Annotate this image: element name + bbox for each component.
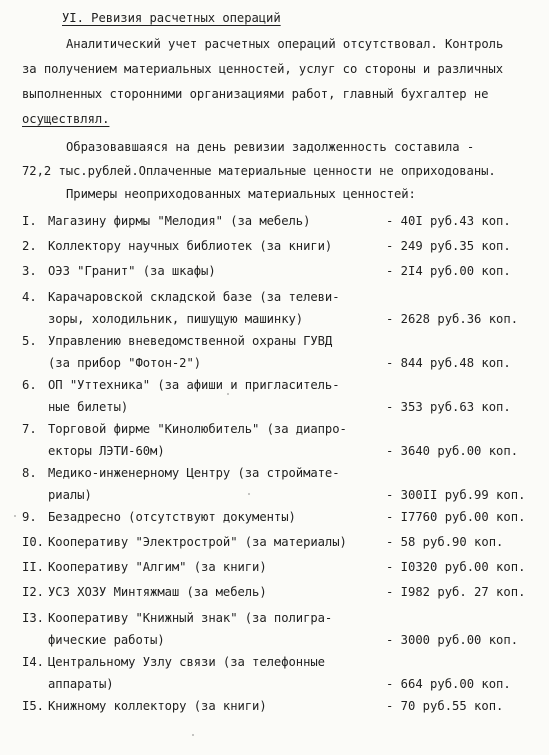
item-amount: - 70 руб.55 коп. [386, 699, 504, 713]
paper-speck [192, 734, 194, 736]
item-description-line: (за прибор "Фотон-2") [48, 356, 202, 370]
paragraph-2-line-2: 72,2 тыс.рублей.Оплаченные материальные ценности не оприходованы. [22, 164, 496, 178]
item-amount: - 3640 руб.00 коп. [386, 444, 519, 458]
paragraph-1-line-4: осуществлял. [22, 112, 110, 126]
paragraph-2-line-1: Образовавшаяся на день ревизии задолженность составила - [66, 140, 475, 154]
item-description-line: Книжному коллектору (за книги) [48, 699, 267, 713]
item-description-line: Кооперативу "Алгим" (за книги) [48, 560, 267, 574]
item-description-line: ные билеты) [48, 400, 129, 414]
item-description-line: Коллектору научных библиотек (за книги) [48, 239, 333, 253]
item-number: I. [22, 214, 37, 228]
item-description-line: екторы ЛЭТИ-60м) [48, 444, 165, 458]
item-description-line: Медико-инженерному Центру (за строймате- [48, 466, 340, 480]
item-amount: - I0320 руб.00 коп. [386, 560, 526, 574]
item-description-line: Управлению вневедомственной охраны ГУВД [48, 334, 333, 348]
item-amount: - I982 руб. 27 коп. [386, 585, 526, 599]
item-amount: - 844 руб.48 коп. [386, 356, 511, 370]
paper-speck [227, 393, 229, 395]
item-number: 4. [22, 290, 37, 304]
paragraph-1-line-3: выполненных сторонними организациями работ, главный бухгалтер не [22, 87, 489, 101]
item-number: 5. [22, 334, 37, 348]
item-number: I5. [22, 699, 45, 713]
paragraph-1-line-1: Аналитический учет расчетных операций отсутствовал. Контроль [66, 37, 504, 51]
item-amount: - 2628 руб.36 коп. [386, 312, 519, 326]
item-description-line: аппараты) [48, 677, 114, 691]
item-number: 7. [22, 422, 37, 436]
item-number: I0. [22, 535, 45, 549]
item-number: 9. [22, 510, 37, 524]
item-number: II. [22, 560, 45, 574]
item-number: 3. [22, 264, 37, 278]
item-amount: - I7760 руб.00 коп. [386, 510, 526, 524]
item-number: 6. [22, 378, 37, 392]
item-number: I3. [22, 611, 45, 625]
item-description-line: ОП "Уттехника" (за афиши и пригласитель- [48, 378, 340, 392]
item-description-line: Кооперативу "Электрострой" (за материалы) [48, 535, 347, 549]
item-description-line: Карачаровской складской базе (за телеви- [48, 290, 340, 304]
item-description-line: Центральному Узлу связи (за телефонные [48, 655, 325, 669]
item-amount: - 40I руб.43 коп. [386, 214, 511, 228]
item-amount: - 2I4 руб.00 коп. [386, 264, 511, 278]
paragraph-1-line-2: за получением материальных ценностей, услуг со стороны и различных [22, 62, 503, 76]
item-number: I4. [22, 655, 45, 669]
item-number: 8. [22, 466, 37, 480]
item-description-line: Кооперативу "Книжный знак" (за полигра- [48, 611, 333, 625]
item-description-line: Торговой фирме "Кинолюбитель" (за диапро- [48, 422, 347, 436]
item-description-line: Безадресно (отсутствуют документы) [48, 510, 296, 524]
item-description-line: зоры, холодильник, пишущую машинку) [48, 312, 304, 326]
item-number: 2. [22, 239, 37, 253]
item-description-line: риалы) [48, 488, 92, 502]
item-description-line: Магазину фирмы "Мелодия" (за мебель) [48, 214, 311, 228]
item-amount: - 3000 руб.00 коп. [386, 633, 519, 647]
item-description-line: ОЭЗ "Гранит" (за шкафы) [48, 264, 216, 278]
item-number: I2. [22, 585, 45, 599]
section-title: УI. Ревизия расчетных операций [62, 11, 281, 25]
item-amount: - 664 руб.00 коп. [386, 677, 511, 691]
item-amount: - 249 руб.35 коп. [386, 239, 511, 253]
item-amount: - 300II руб.99 коп. [386, 488, 526, 502]
item-amount: - 353 руб.63 коп. [386, 400, 511, 414]
item-description-line: фические работы) [48, 633, 165, 647]
item-amount: - 58 руб.90 коп. [386, 535, 504, 549]
item-description-line: УСЗ ХОЗУ Минтяжмаш (за мебель) [48, 585, 267, 599]
paper-speck [14, 515, 16, 517]
paper-speck [248, 493, 250, 495]
paragraph-2-line-3: Примеры неоприходованных материальных ценностей: [66, 187, 416, 201]
